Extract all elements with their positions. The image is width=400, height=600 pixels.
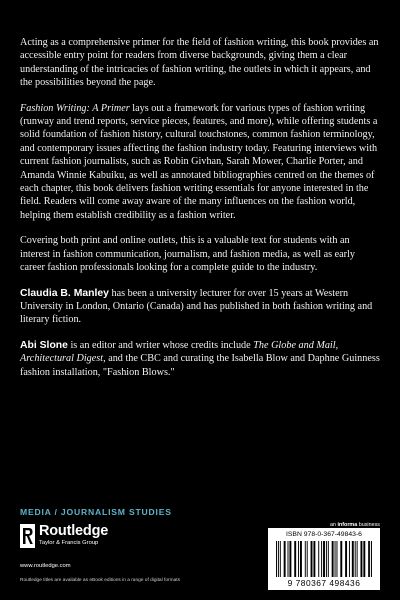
barcode-bar <box>278 541 279 577</box>
author-bio-2 <box>20 339 380 379</box>
publisher-name: Routledge <box>39 523 109 539</box>
barcode-bar <box>289 541 291 577</box>
barcode-bar <box>298 541 299 577</box>
publisher-website: www.routledge.com <box>20 563 71 569</box>
isbn-label: ISBN 978-0-367-49843-6 <box>286 531 362 538</box>
routledge-r-logo-icon <box>20 524 35 548</box>
barcode-bar <box>336 541 337 577</box>
barcode-number: 9 780367 498436 <box>287 578 361 588</box>
author-bio-1-text: has been a university lecturer for over 15 years at Western University in London, Ontario (Canada) and has published in both fashion writing and literary fiction. <box>20 287 373 326</box>
back-cover-text <box>20 36 380 391</box>
barcode-bar <box>357 541 358 577</box>
business-suffix: business <box>357 522 380 528</box>
barcode-bar <box>300 541 302 577</box>
subject-category: MEDIA / JOURNALISM STUDIES <box>20 507 172 517</box>
barcode-bar <box>345 541 347 577</box>
barcode-bar <box>352 541 354 577</box>
barcode-bar <box>371 541 372 577</box>
publisher-group: Taylor & Francis Group <box>39 540 99 546</box>
barcode-bar <box>284 541 286 577</box>
barcode-bar <box>328 541 329 577</box>
business-prefix: an <box>329 522 338 528</box>
barcode-icon <box>276 541 372 577</box>
author-name-2: Abi Slone <box>20 339 68 351</box>
barcode-bar <box>335 541 336 577</box>
book-title: Fashion Writing: A Primer <box>20 102 130 114</box>
description-paragraph-1: Acting as a comprehensive primer for the field of fashion writing, this book provides an accessible entry point for readers from diverse backgrounds, giving them a clear understanding of the intricacies of fashion writing, the outlets in which it appears, and the possibilities beyond the page. <box>20 37 379 89</box>
barcode-bar <box>323 541 325 577</box>
description-paragraph-2 <box>20 102 380 223</box>
barcode-bar <box>360 541 362 577</box>
description-paragraph-3: Covering both print and online outlets, this is a valuable text for students with an interest in fashion communication, journalism, and fashion media, as well as early career fashion professionals looking for a complete guide to the industry. <box>20 235 355 274</box>
barcode-panel <box>268 528 380 590</box>
barcode-bar <box>363 541 365 577</box>
barcode-bar <box>288 541 289 577</box>
barcode-bar <box>349 541 350 577</box>
barcode-bar <box>307 541 308 577</box>
ebook-note: Routledge titles are available as eBook editions in a range of digital formats <box>20 578 180 583</box>
barcode-bar <box>326 541 327 577</box>
informa-brand: informa <box>337 522 358 528</box>
barcode-bar <box>294 541 296 577</box>
barcode-bar <box>276 541 277 577</box>
barcode-bar <box>313 541 315 577</box>
author-name-1: Claudia B. Manley <box>20 287 109 299</box>
author-bio-2-text-a: is an editor and writer whose credits include <box>67 339 254 351</box>
barcode-bar <box>305 541 306 577</box>
author-bio-1 <box>20 287 380 327</box>
barcode-bar <box>318 541 319 577</box>
author-bio-2-text-b: and the CBC and curating the Isabella Blow and Daphne Guinness fashion installation, "Fashion Blows." <box>20 353 380 378</box>
barcode-bar <box>311 541 313 577</box>
barcode-bar <box>368 541 369 577</box>
barcode-bar <box>369 541 370 577</box>
author-bio-2-publications: The Globe and Mail, Architectural Digest, <box>20 339 339 365</box>
description-paragraph-2-text: lays out a framework for various types of fashion writing (runway and trend reports, service pieces, features, and more), while offering students a solid foundation of fashion history, cultural touchstones, common fashion terminology, and contemporary issues affecting the fashion industry today. Featuring interviews with current fashion journalists, such as Robin Givhan, Sarah Mower, Charlie Porter, and Amanda Winnie Kabuiku, as well as annotated bibliographies centred on the themes of each chapter, this book delivers fashion writing essentials for anyone interested in the field. Readers will come away aware of the many influences on the fashion world, helping them establish credibility as a fashion writer. <box>20 102 378 221</box>
barcode-bar <box>355 541 356 577</box>
barcode-bar <box>332 541 334 577</box>
publisher-logo <box>20 522 140 562</box>
barcode-bar <box>280 541 281 577</box>
barcode-bar <box>321 541 322 577</box>
barcode-bar <box>340 541 342 577</box>
